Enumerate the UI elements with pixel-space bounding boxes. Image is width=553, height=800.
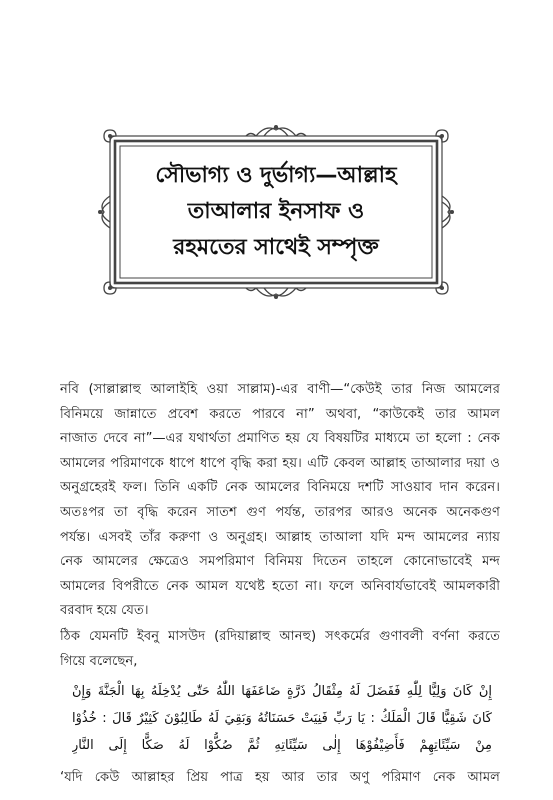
text-line: অনুগ্রহেরই ফল। তিনি একটি নেক আমলের বিনিময়ে দশটি সাওয়াব দান করেন। <box>60 480 500 496</box>
arabic-line: مِنْ سَيِّئَاتِهِمْ فَأَضِيْفُوْهَا إِلٰى سَيِّئَاتِهِ ثُمَّ صُكُّوْا لَهُ صَكًّا إِلَى النَّارِ <box>72 738 492 753</box>
text-line: গিয়ে বলেছেন, <box>60 653 138 669</box>
text-line: ঠিক যেমনটি ইবনু মাসউদ (রদিয়াল্লাহু আনহু) সৎকর্মের গুণাবলী বর্ণনা করতে <box>60 629 500 644</box>
text-line: বিনিময়ে জান্নাতে প্রবেশ করতে পারবে না” অথবা, “কাউকেই তার আমল <box>60 406 500 422</box>
text-line: নবি (সাল্লাল্লাহু আলাইহি ওয়া সাল্লাম)-এর বাণী—“কেউই তার নিজ আমলের <box>60 382 500 397</box>
chapter-title-frame <box>96 122 456 302</box>
arabic-line: إِنْ كَانَ وَلِيًّا لِلّٰهِ فَفَضَلَ لَهُ مِثْقَالُ ذَرَّةٍ ضَاعَفَهَا اللّٰهُ حَتّٰى يُدْخِلَهُ بِهَا الْجَنَّةَ وَإِنْ <box>72 684 492 699</box>
title-line-3: রহমতের সাথেই সম্পৃক্ত <box>173 235 379 260</box>
title-line-1: সৌভাগ্য ও দুর্ভাগ্য—আল্লাহ <box>155 163 397 188</box>
text-line: ‘যদি কেউ আল্লাহর প্রিয় পাত্র হয় আর তার অণু পরিমাণ নেক আমল <box>60 770 500 785</box>
text-line: পর্যন্ত। এসবই তাঁর করুণা ও অনুগ্রহ। আল্লাহ তাআলা যদি মন্দ আমলের ন্যায় <box>60 529 500 545</box>
title-line-2: তাআলার ইনসাফ ও <box>187 199 365 224</box>
text-line: নেক আমলের ক্ষেত্রেও সমপরিমাণ বিনিময় দিতেন তাহলে কোনোভাবেই মন্দ <box>60 554 500 570</box>
text-line: আমলের পরিমাণকে ধাপে ধাপে বৃদ্ধি করা হয়। এটি কেবল আল্লাহ তাআলার দয়া ও <box>60 455 500 471</box>
body-paragraph-2 <box>60 625 500 674</box>
body-paragraph-1 <box>60 378 500 624</box>
text-line: অতঃপর তা বৃদ্ধি করেন সাতশ গুণ পর্যন্ত, তারপর আরও অনেক অনেকগুণ <box>60 504 500 520</box>
arabic-quotation <box>72 678 492 759</box>
text-line: আমলের বিপরীতে নেক আমল যথেষ্ট হতো না। ফলে অনিবার্যভাবেই আমলকারী <box>60 578 500 594</box>
text-line: নাজাত দেবে না”—এর যথার্থতা প্রমাণিত হয় যে বিষয়টির মাধ্যমে তা হলো : নেক <box>60 431 500 447</box>
body-paragraph-3 <box>60 766 500 791</box>
arabic-line: كَانَ شَقِيًّا قَالَ الْمَلَكُ : يَا رَبِّ فَنِيَتْ حَسَنَاتُهُ وَبَقِيَ لَهُ طَالِبُوْنَ كَثِيْرٌ قَالَ : خُذُوْا <box>72 711 492 726</box>
text-line: বরবাদ হয়ে যেত। <box>60 603 149 619</box>
chapter-title <box>122 148 430 276</box>
